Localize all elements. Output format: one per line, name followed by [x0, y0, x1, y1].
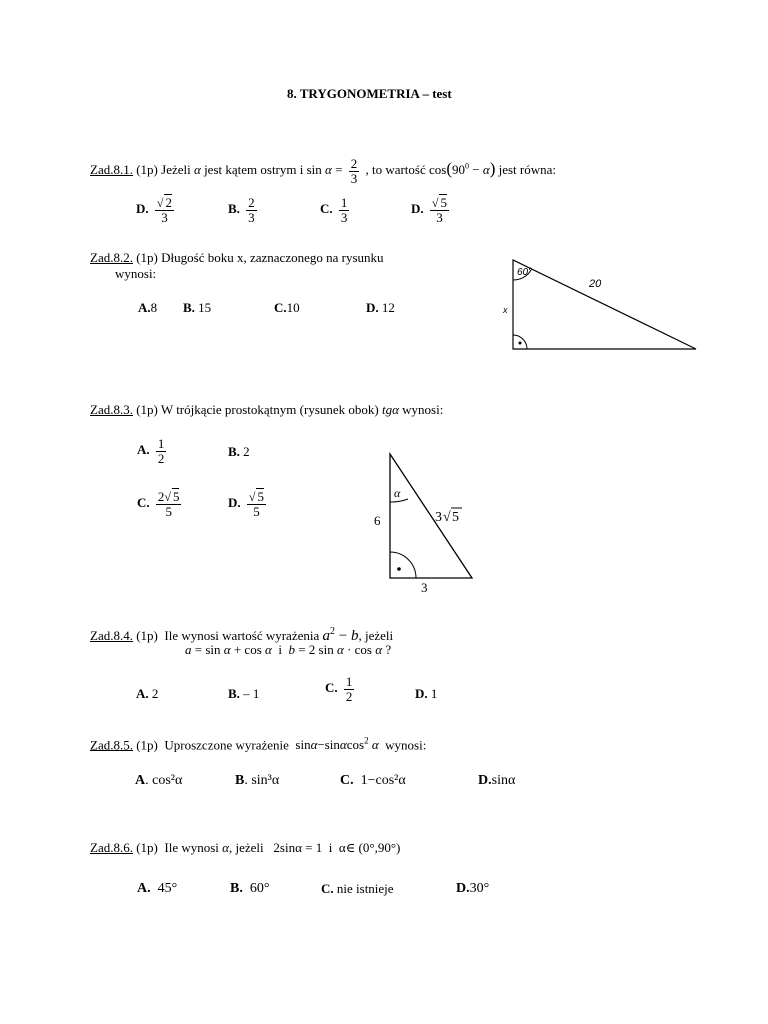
task-text: wynosi: [402, 402, 444, 417]
alpha-label: α [394, 486, 401, 500]
task-8-4-answer-1[interactable]: A. 2 [136, 686, 159, 701]
task-id: Zad.8.2. [90, 250, 133, 265]
task-8-6-answer-3[interactable]: C. nie istnieje [321, 881, 394, 896]
task-id: Zad.8.5. [90, 737, 133, 753]
side-3-label: 3 [421, 580, 428, 595]
task-8-1-answer-2[interactable]: B. $\frac{2}{3}$ [228, 195, 255, 225]
task-8-2-question-line2: wynosi: [115, 266, 157, 281]
task-text: wynosi: [385, 737, 427, 753]
task-8-4-answer-4[interactable]: D. 1 [415, 686, 438, 701]
task-8-2-question [90, 250, 384, 266]
task-8-6-answer-4[interactable]: D.30° [456, 881, 490, 896]
task-id: Zad.8.1. [90, 162, 133, 178]
task-text: , jeżeli [358, 628, 394, 643]
task-text: jest kątem ostrym i [204, 162, 304, 178]
task-points: (1p) [136, 840, 158, 855]
task-8-3-answer-2[interactable]: B. 2 [228, 444, 250, 459]
task-text: Uproszczone wyrażenie [164, 737, 289, 753]
task-8-3-answer-4[interactable]: D. $\frac{√ 5}{5}$ [228, 489, 264, 519]
expression: sinα−sinαcos$^2$ α [295, 736, 379, 753]
right-angle-dot [519, 342, 522, 345]
task-points: (1p) [136, 628, 158, 643]
task-8-1-answer-1[interactable]: D. $\frac{√ 2}{3}$ [136, 195, 172, 225]
angle-label: 60° [517, 267, 533, 278]
task-id: Zad.8.3. [90, 402, 133, 417]
task-8-2-answer-1[interactable]: A.8 [138, 300, 158, 315]
svg-text:5: 5 [452, 510, 459, 525]
task-text: Długość boku x, zaznaczonego na rysunku [161, 250, 384, 265]
task-8-1-answer-3[interactable]: C. $\frac{1}{3}$ [320, 195, 348, 225]
task-8-5-answer-1[interactable]: A. cos²α [135, 773, 183, 788]
side-6-label: 6 [374, 513, 381, 528]
task-text: , jeżeli [229, 840, 264, 855]
sin-expr: sin α = [306, 162, 343, 178]
triangle-figure-8-2 [500, 255, 700, 355]
task-8-4-answer-2[interactable]: B. – 1 [228, 686, 260, 701]
triangle-shape [390, 454, 472, 578]
tg-alpha: tgα [381, 402, 399, 417]
task-8-5-answer-2[interactable]: B. sin³α [235, 773, 280, 788]
task-8-3-answer-1[interactable]: A. $\frac{1}{2}$ [137, 436, 165, 466]
triangle-figure-8-3 [365, 448, 485, 596]
task-8-6-answer-2[interactable]: B. 60° [230, 881, 270, 896]
task-text: , to wartość [365, 162, 426, 178]
hypotenuse-label [435, 508, 462, 525]
hypotenuse-label: 20 [589, 278, 602, 290]
alpha-symbol: α [193, 162, 201, 178]
task-text: jest równa: [498, 162, 557, 178]
task-id: Zad.8.4. [90, 628, 133, 643]
task-id: Zad.8.6. [90, 840, 133, 855]
task-text: Ile wynosi [164, 840, 219, 855]
task-8-3-answer-3[interactable]: C. $\frac{2√ 5}{5}$ [137, 489, 180, 519]
task-8-5-question [90, 736, 426, 753]
task-8-2-answer-2[interactable]: B. 15 [183, 300, 212, 315]
task-8-6-answer-1[interactable]: A. 45° [137, 881, 178, 896]
task-text: Jeżeli [161, 162, 191, 178]
task-8-5-answer-3[interactable]: C. 1−cos²α [340, 773, 406, 788]
task-text: W trójkącie prostokątnym (rysunek obok) [160, 402, 379, 417]
task-8-1-answer-4[interactable]: D. $\frac{√ 5}{3}$ [411, 195, 447, 225]
task-8-4-answer-3[interactable]: C. $\frac{1}{2}$ [325, 674, 353, 704]
task-text: Ile wynosi wartość wyrażenia [164, 628, 320, 643]
task-8-2-answer-3[interactable]: C.10 [274, 300, 300, 315]
task-points: (1p) [136, 250, 158, 265]
task-8-6-question [90, 840, 400, 856]
interval: α∈ (0°,90°) [338, 840, 401, 855]
svg-text:√: √ [443, 510, 451, 525]
task-8-5-answer-4[interactable]: D.sinα [478, 773, 516, 788]
alpha-symbol: α [222, 840, 229, 855]
page-title: 8. TRYGONOMETRIA – test [287, 86, 452, 101]
svg-text:3: 3 [435, 510, 442, 525]
task-points: (1p) [136, 737, 158, 753]
right-angle-dot [397, 567, 401, 571]
task-points: (1p) [136, 402, 158, 417]
task-8-4-condition: a = sin α + cos α i b = 2 sin α · cos α ? [185, 642, 392, 657]
condition: 2sinα = 1 [273, 840, 323, 855]
task-8-1-question [90, 157, 556, 185]
task-points: (1p) [136, 162, 158, 178]
sin-fraction: $\frac{2}{3}$ [350, 156, 358, 186]
right-angle-arc [390, 552, 416, 578]
task-8-2-answer-4[interactable]: D. 12 [366, 300, 395, 315]
cos-expr: $\cos(90^0 - \alpha)$ [429, 159, 496, 179]
side-x-label: x [503, 305, 508, 315]
expression-a2-b: $a^2 - b$ [322, 626, 359, 644]
triangle-shape [513, 260, 696, 349]
conjunction: i [328, 840, 333, 855]
task-8-3-question [90, 402, 443, 418]
